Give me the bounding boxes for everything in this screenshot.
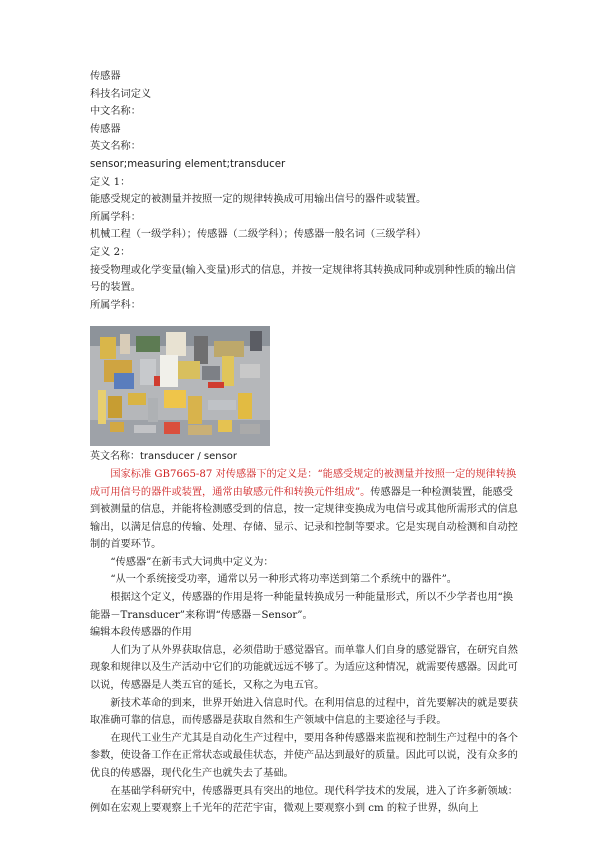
en-name-label: 英文名称：: [90, 141, 141, 153]
doc-title: 传感器: [90, 71, 121, 82]
definition-2-label: 定义 2：: [90, 246, 131, 258]
document-page: [90, 68, 518, 818]
dictionary-quote: “从一个系统接受功率，通常以另一种形式将功率送到第二个系统中的器件”。: [110, 574, 457, 586]
dictionary-intro: “传感器”在新韦式大词典中定义为：: [110, 556, 274, 568]
en-name-2: 英文名称：transducer / sensor: [90, 451, 238, 463]
en-name-value: sensor;measuring element;transducer: [90, 158, 286, 170]
dictionary-follow: 根据这个定义，传感器的作用是将一种能量转换成另一种能量形式，所以不少学者也用“换能器－Transducer”来称谓“传感器－Sensor”。: [90, 592, 513, 621]
edit-section-heading: 编辑本段传感器的作用: [90, 627, 192, 639]
paragraph-1: 人们为了从外界获取信息，必须借助于感觉器官。而单靠人们自身的感觉器官，在研究自然现象和规律以及生产活动中它们的功能就远远不够了。为适应这种情况，就需要传感器。因此可以说，传感器是人类五官的延长，又称之为电五官。: [90, 644, 518, 692]
subject-value: 机械工程（一级学科）；传感器（二级学科）；传感器一般名词（三级学科）: [90, 229, 427, 241]
definition-1-text: 能感受规定的被测量并按照一定的规律转换成可用输出信号的器件或装置。: [90, 194, 427, 206]
paragraph-4: 在基础学科研究中，传感器更具有突出的地位。现代科学技术的发展，进入了许多新领域：例如在宏观上要观察上千光年的茫茫宇宙，微观上要观察小到 cm 的粒子世界，纵向上: [90, 785, 518, 815]
standard-definition: [90, 466, 518, 554]
cn-name-value: 传感器: [90, 123, 121, 135]
doc-subtitle: 科技名词定义: [90, 88, 152, 100]
standard-definition-rest: 传感器是一种检测装置，能感受到被测量的信息，并能将检测感受到的信息，按一定规律变换成为电信号或其他所需形式的信息输出，以满足信息的传输、处理、存储、显示、记录和控制等要求。它是实现自动检测和自动控制的首要环节。: [90, 486, 518, 551]
sensor-photo-container: [90, 326, 518, 446]
cn-name-label: 中文名称：: [90, 106, 141, 118]
paragraph-2: 新技术革命的到来，世界开始进入信息时代。在利用信息的过程中，首先要解决的就是要获取准确可靠的信息，而传感器是获取自然和生产领域中信息的主要途径与手段。: [90, 697, 518, 727]
definition-1-label: 定义 1：: [90, 176, 131, 188]
paragraph-3: 在现代工业生产尤其是自动化生产过程中，要用各种传感器来监视和控制生产过程中的各个参数，使设备工作在正常状态或最佳状态，并使产品达到最好的质量。因此可以说，没有众多的优良的传感器，现代化生产也就失去了基础。: [90, 732, 518, 779]
subject-label: 所属学科：: [90, 211, 141, 223]
standard-definition-red: 国家标准 GB7665-87 对传感器下的定义是：“能感受规定的被测量并按照一定的规律转换成可用信号的器件或装置，通常由敏感元件和转换元件组成”。: [90, 468, 517, 498]
subject-label-2: 所属学科：: [90, 299, 141, 311]
definition-2-text: 接受物理或化学变量(输入变量)形式的信息，并按一定规律将其转换成同种或别种性质的输出信号的装置。: [90, 264, 516, 294]
sensor-photo: [90, 326, 270, 446]
